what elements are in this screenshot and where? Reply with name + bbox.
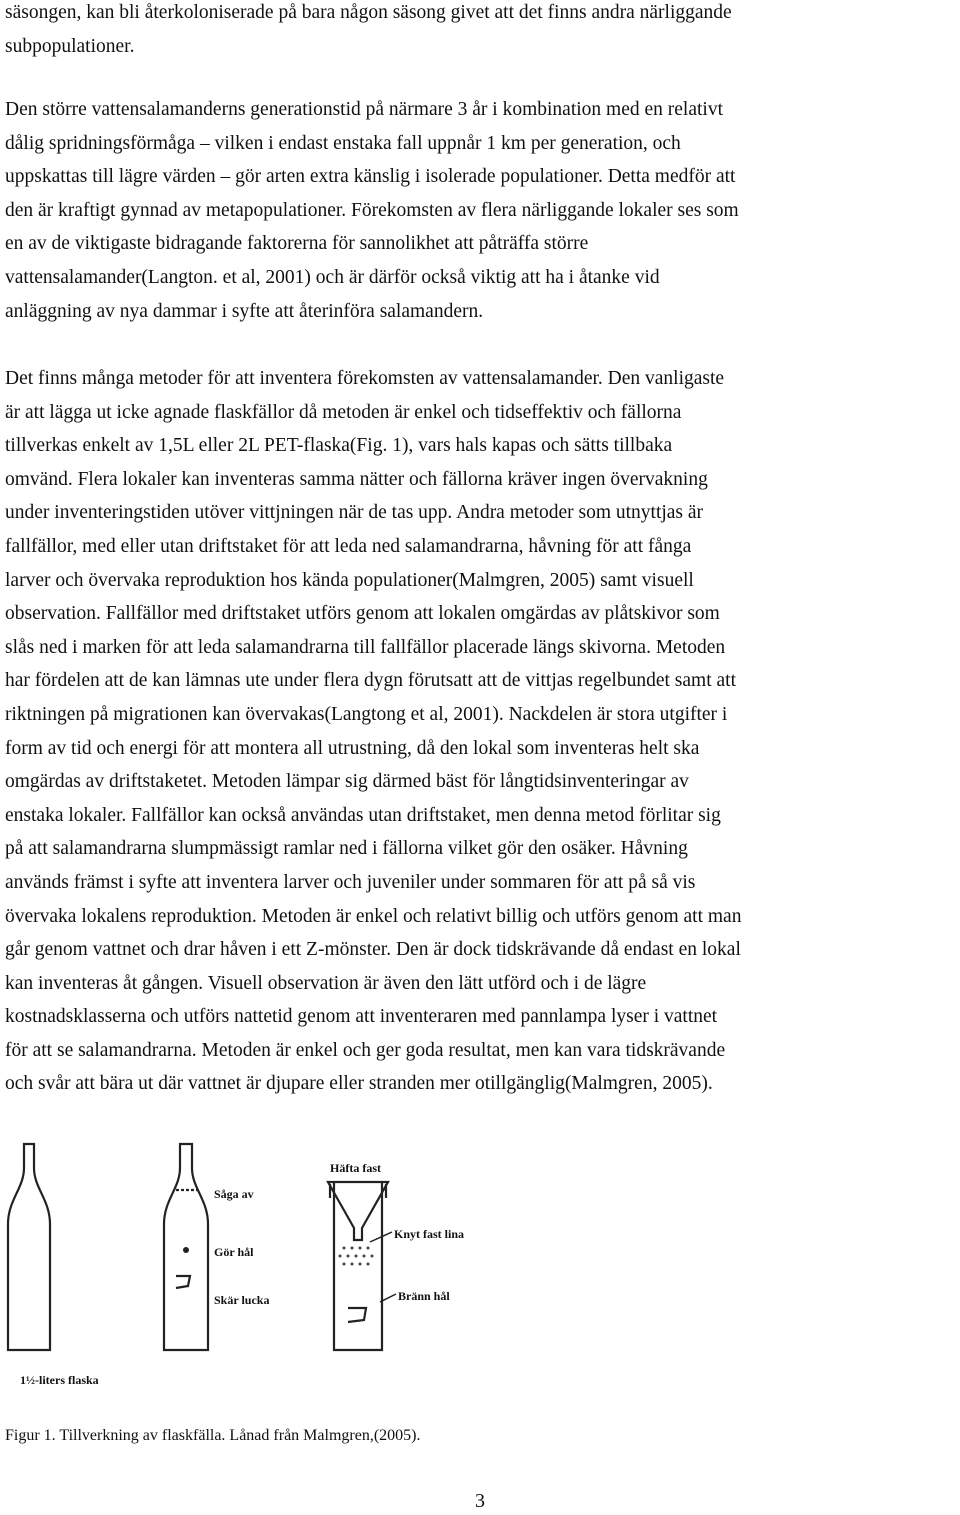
label-branna-hal: Bränn hål [398, 1289, 450, 1303]
text-line: larver och övervaka reproduktion hos kända populationer(Malmgren, 2005) samt visuell [5, 569, 694, 591]
text-line: observation. Fallfällor med driftstaket utförs genom att lokalen omgärdas av plåtskivor som [5, 603, 720, 625]
text-line: säsongen, kan bli återkoloniserade på bara någon säsong givet att det finns andra närliggande [5, 2, 732, 23]
inverted-neck-funnel [328, 1182, 388, 1240]
text-line: kan inventeras åt gången. Visuell observation är även den lätt utförd och i de lägre [5, 972, 647, 994]
text-line: dålig spridningsförmåga – vilken i endast enstaka fall uppnår 1 km per generation, och [5, 132, 681, 154]
text-line: uppskattas till lägre värden – gör arten extra känslig i isolerade populationer. Detta medför att [5, 166, 736, 188]
text-line: form av tid och energi för att montera all utrustning, då den lokal som inventeras helt ska [5, 737, 700, 759]
label-hafta-fast: Häfta fast [330, 1161, 381, 1175]
bottle-trap-illustration [0, 1128, 500, 1398]
text-line: omgärdas av driftstaketet. Metoden lämpar sig därmed bäst för långtidsinventeringar av [5, 771, 689, 793]
label-bottle-size: 1½-liters flaska [20, 1373, 99, 1387]
paragraph-2 [5, 93, 957, 328]
hole-dot [183, 1247, 189, 1253]
paragraph-1 [5, 0, 957, 63]
label-gor-hal: Gör hål [214, 1245, 254, 1259]
text-line: slås ned i marken för att leda salamandrarna till fallfällor placerade längs skivorna. Metoden [5, 636, 726, 658]
text-line: är att lägga ut icke agnade flaskfällor då metoden är enkel och tidseffektiv och fällorna [5, 401, 682, 423]
label-knyt-fast-lina: Knyt fast lina [394, 1227, 465, 1241]
text-line: kostnadsklasserna och utförs nattetid genom att inventeraren med pannlampa lyser i vattnet [5, 1006, 718, 1028]
text-line: subpopulationer. [5, 35, 135, 57]
text-line: har fördelen att de kan lämnas ute under flera dygn förutsatt att de vittjas regelbundet samt att [5, 670, 736, 692]
text-line: enstaka lokaler. Fallfällor kan också användas utan driftstaket, men denna metod förlitar sig [5, 804, 721, 826]
text-line: den är kraftigt gynnad av metapopulationer. Förekomsten av flera närliggande lokaler ses som [5, 199, 739, 221]
label-saga-av: Såga av [214, 1187, 254, 1201]
text-line: på att salamandrarna slumpmässigt ramlar ned i fällorna vilket gör den osäker. Håvning [5, 838, 688, 860]
text-line: för att se salamandrarna. Metoden är enkel och ger goda resultat, men kan vara tidskrävande [5, 1039, 726, 1061]
bottle-trap-figure [0, 1128, 500, 1398]
paragraph-3 [5, 362, 957, 1101]
text-line: går genom vattnet och drar håven i ett Z-mönster. Den är dock tidskrävande då endast en lokal [5, 939, 741, 961]
text-line: Det finns många metoder för att inventera förekomsten av vattensalamander. Den vanligaste [5, 368, 725, 389]
page-number: 3 [475, 1490, 485, 1512]
text-line: riktningen på migrationen kan övervakas(Langtong et al, 2001). Nackdelen är stora utgifter i [5, 703, 728, 725]
whole-bottle-outline [8, 1144, 50, 1350]
hatch-cut-mark [176, 1276, 190, 1288]
text-line: anläggning av nya dammar i syfte att återinföra salamandern. [5, 300, 484, 322]
burn-holes-pattern [339, 1247, 374, 1266]
label-skar-lucka: Skär lucka [214, 1293, 270, 1307]
text-line: tillverkas enkelt av 1,5L eller 2L PET-flaska(Fig. 1), vars hals kapas och sätts tillbaka [5, 435, 673, 457]
text-line: används främst i syfte att inventera larver och juveniler under sommaren för att på så vis [5, 871, 696, 893]
text-line: och svår att bära ut där vattnet är djupare eller stranden mer otillgänglig(Malmgren, 2005). [5, 1073, 713, 1095]
figure-caption: Figur 1. Tillverkning av flaskfälla. Lånad från Malmgren,(2005). [5, 1427, 421, 1444]
text-line: omvänd. Flera lokaler kan inventeras samma nätter och fällorna kräver ingen övervakning [5, 468, 708, 490]
text-line: övervaka lokalens reproduktion. Metoden är enkel och relativt billig och utförs genom att man [5, 905, 742, 927]
text-line: under inventeringstiden utöver vittjningen när de tas upp. Andra metoder som utnyttjas är [5, 502, 704, 524]
text-line: en av de viktigaste bidragande faktorerna för sannolikhet att påträffa större [5, 233, 589, 255]
text-line: vattensalamander(Langton. et al, 2001) och är därför också viktig att ha i åtanke vid [5, 266, 660, 288]
text-line: fallfällor, med eller utan driftstaket för att leda ned salamandrarna, håvning för att fånga [5, 535, 692, 557]
hatch-mark [348, 1308, 366, 1322]
text-line: Den större vattensalamanderns generationstid på närmare 3 år i kombination med en relativt [5, 99, 723, 120]
